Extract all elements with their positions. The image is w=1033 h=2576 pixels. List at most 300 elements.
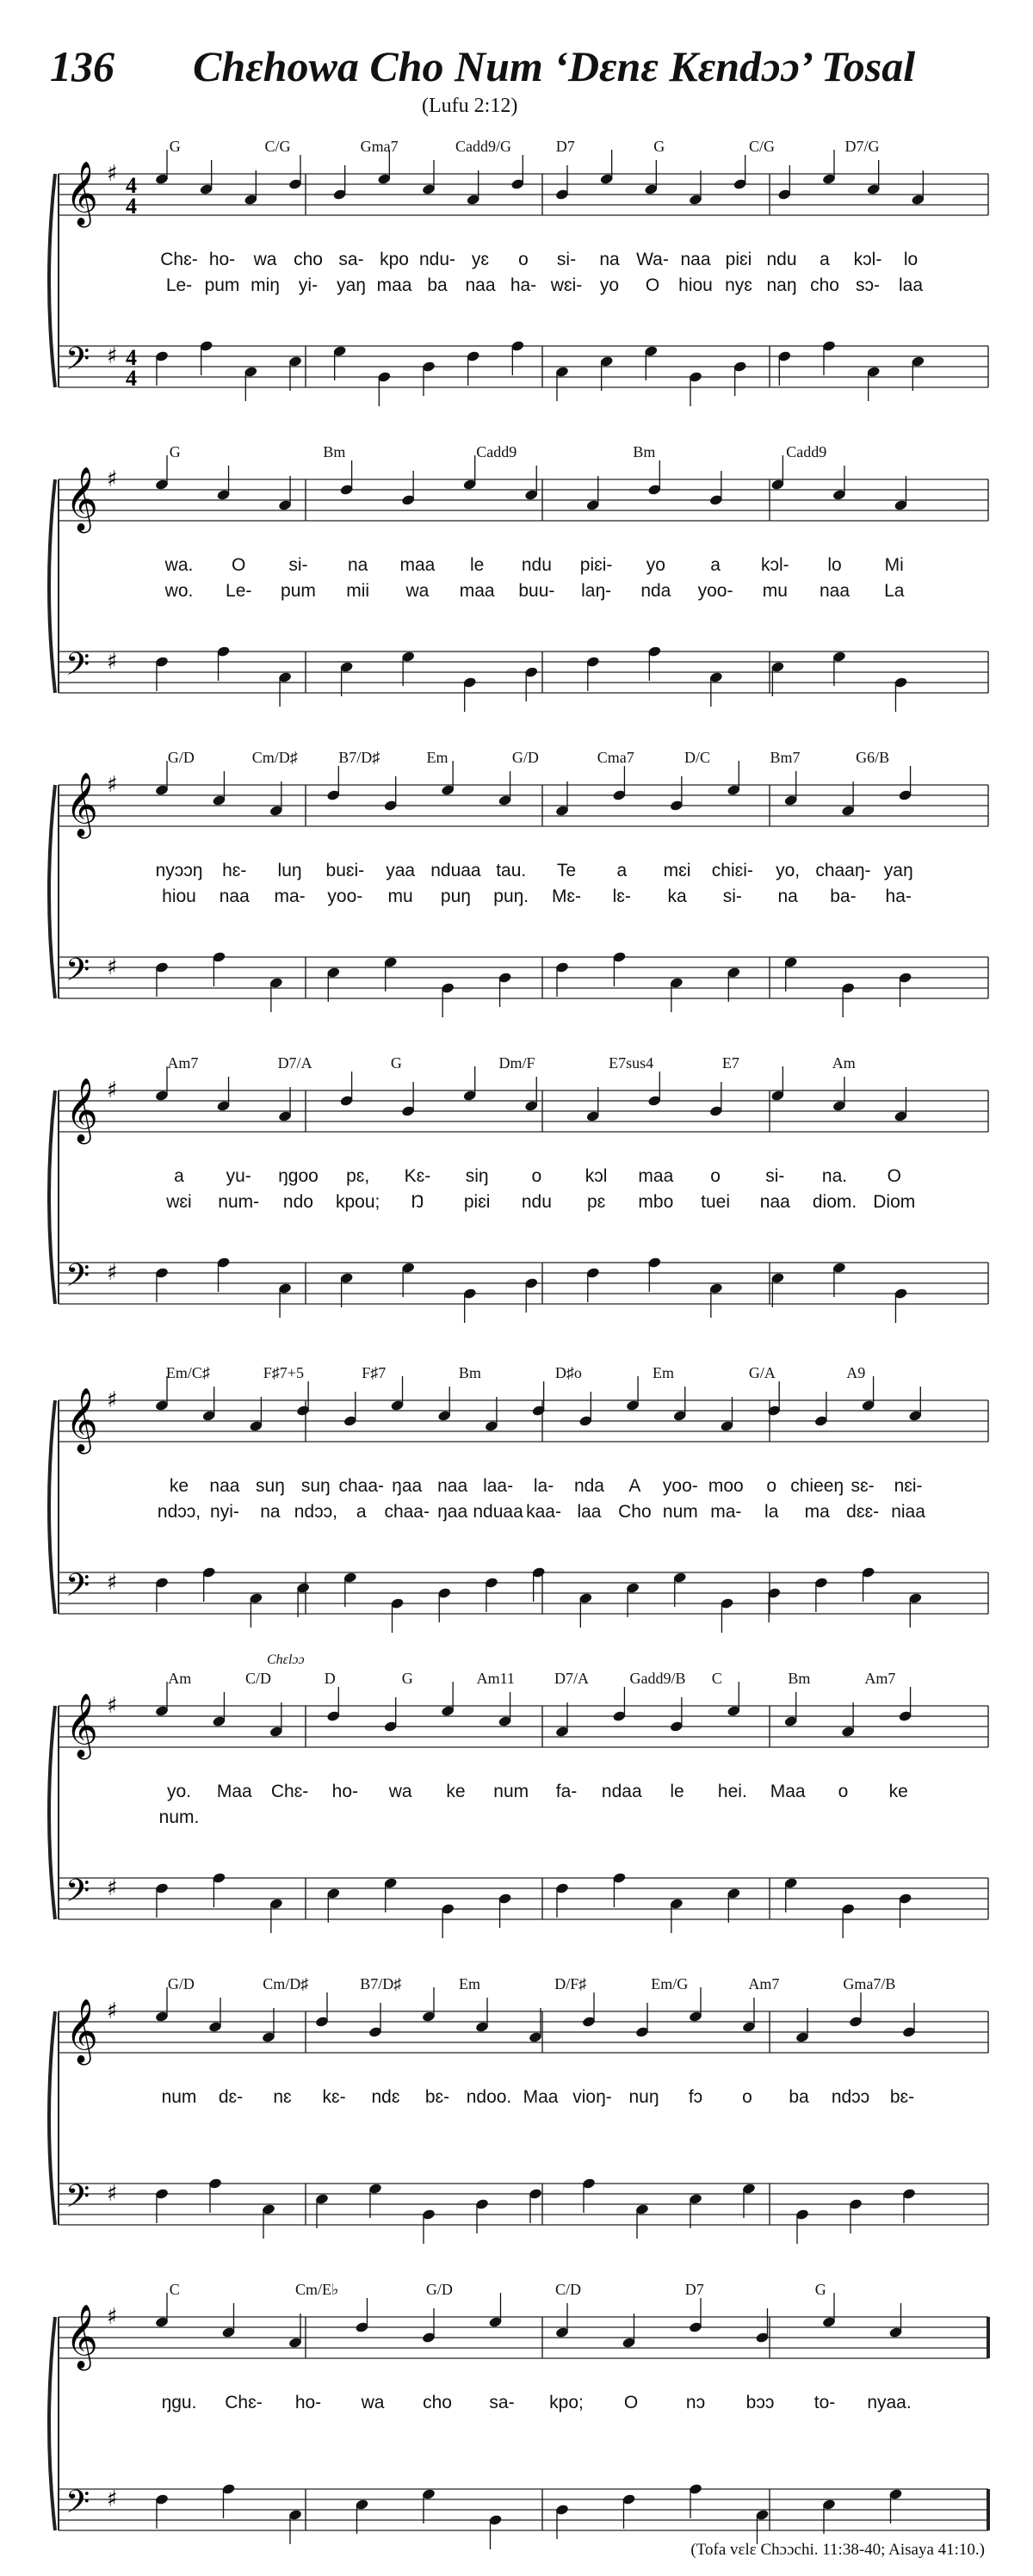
lyric-syllable: hei. <box>717 1782 747 1801</box>
key-signature-icon: ♯ <box>107 2486 118 2512</box>
lyric-syllable: bɛ- <box>424 2087 450 2107</box>
chord-symbol: C <box>169 2281 180 2298</box>
lyric-syllable: puŋ <box>440 886 471 906</box>
lyric-syllable: la- <box>533 1476 554 1496</box>
lyric-syllable: siŋ <box>465 1166 489 1186</box>
lyric-syllable: yoo- <box>697 581 733 601</box>
lyric-syllable: ŋgoo <box>278 1166 319 1186</box>
lyric-syllable: ma- <box>710 1502 742 1522</box>
lyric-syllable: sa- <box>489 2393 515 2412</box>
music-system <box>50 1347 997 1640</box>
lyric-syllable: ndu <box>521 555 552 575</box>
lyric-syllable: o <box>531 1166 542 1186</box>
lyric-syllable: wa <box>253 250 277 269</box>
lyric-syllable: maa <box>459 581 495 601</box>
chord-symbol: Cm/D♯ <box>251 749 298 766</box>
lyric-syllable: wɛi- <box>550 275 583 295</box>
lyric-syllable: ndɛ <box>371 2087 400 2107</box>
lyric-syllable: dɛɛ- <box>846 1502 880 1522</box>
lyric-syllable: lɛ- <box>612 886 631 906</box>
chord-symbol: G/D <box>511 749 539 766</box>
lyric-syllable: wa. <box>164 555 194 575</box>
lyric-syllable: mbo <box>638 1192 674 1212</box>
lyric-syllable: naŋ <box>766 275 797 295</box>
lyric-syllable: ndo <box>282 1192 313 1212</box>
lyric-syllable: num <box>161 2087 197 2107</box>
chord-symbol: G <box>653 138 665 155</box>
lyric-syllable: suŋ <box>300 1476 331 1496</box>
chord-symbol: Am <box>832 1054 856 1072</box>
lyric-syllable: nduaa <box>430 861 481 880</box>
chord-symbol: E7sus4 <box>609 1054 654 1072</box>
lyric-syllable: kɛ- <box>322 2087 346 2107</box>
lyric-syllable: Maa <box>770 1782 806 1801</box>
treble-clef-icon: 𝄞 <box>65 1078 98 1142</box>
lyric-syllable: ŋaa <box>437 1502 468 1522</box>
chord-symbol: D7 <box>555 138 575 155</box>
lyric-syllable: laa- <box>483 1476 514 1496</box>
chord-symbol: Cm/D♯ <box>263 1975 309 1992</box>
key-signature-icon: ♯ <box>107 343 118 369</box>
brace <box>49 1090 55 1304</box>
chord-symbol: D7/A <box>277 1054 312 1072</box>
lyric-syllable: O <box>232 555 246 575</box>
lyric-syllable: buɛi- <box>325 861 365 880</box>
lyric-syllable: cho <box>294 250 323 269</box>
lyric-syllable: bɔɔ <box>745 2393 775 2412</box>
lyric-syllable: o <box>838 1782 849 1801</box>
lyric-syllable: nɛ <box>273 2087 292 2107</box>
lyric-syllable: dɛ- <box>218 2087 244 2107</box>
lyric-syllable: laa <box>577 1502 602 1522</box>
lyric-syllable: Wa- <box>636 250 669 269</box>
lyric-syllable: kɔl- <box>760 555 789 575</box>
annotation-text: Chɛlɔɔ <box>267 1652 305 1667</box>
chord-symbol: Cadd9 <box>476 443 517 460</box>
lyric-syllable: num. <box>158 1807 200 1827</box>
chord-symbol: D♯o <box>554 1364 582 1381</box>
lyric-syllable: ndu <box>766 250 797 269</box>
lyric-syllable: naa <box>759 1192 790 1212</box>
bass-clef-icon: 𝄢 <box>65 2178 90 2222</box>
chord-symbol: Em <box>426 749 448 766</box>
lyric-syllable: ma- <box>274 886 306 906</box>
music-system <box>50 120 997 413</box>
chord-symbol: Cm/E♭ <box>294 2281 339 2298</box>
lyric-syllable: yaŋ <box>883 861 913 880</box>
lyric-syllable: nyɛ <box>725 275 752 295</box>
lyric-syllable: moo <box>708 1476 744 1496</box>
lyric-syllable: ndu <box>521 1192 552 1212</box>
chord-symbol: Am7 <box>167 1054 199 1072</box>
chord-symbol: D7 <box>684 2281 704 2298</box>
lyric-syllable: chaaŋ- <box>815 861 871 880</box>
lyric-syllable: yaa <box>386 861 416 880</box>
lyric-syllable: ke <box>888 1782 908 1801</box>
lyric-syllable: chieeŋ <box>790 1476 844 1496</box>
lyric-syllable: kaa- <box>526 1502 561 1522</box>
chord-symbol: C <box>711 1670 722 1687</box>
lyric-syllable: na <box>777 886 798 906</box>
key-signature-icon: ♯ <box>107 466 118 492</box>
lyric-syllable: niaa <box>891 1502 925 1522</box>
lyric-syllable: nyɔɔŋ <box>155 861 203 880</box>
lyric-syllable: cho <box>423 2393 452 2412</box>
treble-clef-icon: 𝄞 <box>65 773 98 837</box>
lyric-syllable: le <box>469 555 485 575</box>
chord-symbol: Gma7 <box>360 138 399 155</box>
time-signature: 4 <box>126 194 137 219</box>
lyric-syllable: ndaa <box>601 1782 642 1801</box>
lyric-syllable: yu- <box>226 1166 251 1186</box>
treble-clef-icon: 𝄞 <box>65 2305 98 2369</box>
lyric-syllable: nduaa <box>473 1502 523 1522</box>
staff-drawing <box>50 1037 997 1330</box>
lyric-syllable: num- <box>218 1192 260 1212</box>
lyric-syllable: mii <box>346 581 370 601</box>
lyric-syllable: lo <box>827 555 842 575</box>
chord-symbol: Am11 <box>476 1670 515 1687</box>
chord-symbol: G6/B <box>856 749 890 766</box>
chord-symbol: Em/G <box>651 1975 689 1992</box>
lyric-syllable: yo, <box>776 861 801 880</box>
lyric-syllable: O <box>645 275 660 295</box>
lyric-syllable: lo <box>903 250 919 269</box>
chord-symbol: E7 <box>721 1054 739 1072</box>
key-signature-icon: ♯ <box>107 772 118 798</box>
brace <box>49 2317 55 2530</box>
key-signature-icon: ♯ <box>107 1260 118 1286</box>
chord-symbol: D <box>324 1670 336 1687</box>
lyric-syllable: Mi <box>884 555 904 575</box>
lyric-syllable: O <box>887 1166 901 1186</box>
lyric-syllable: ka <box>667 886 687 906</box>
music-system <box>50 1958 997 2251</box>
lyric-syllable: naa <box>465 275 496 295</box>
lyric-syllable: num <box>662 1502 698 1522</box>
lyric-syllable: Le- <box>226 581 252 601</box>
chord-symbol: Cma7 <box>597 749 634 766</box>
time-signature: 4 <box>126 366 137 391</box>
lyric-syllable: naa <box>437 1476 468 1496</box>
bass-clef-icon: 𝄢 <box>65 1567 90 1611</box>
lyric-syllable: naa <box>680 250 711 269</box>
lyric-syllable: kɔl <box>585 1166 608 1186</box>
lyric-syllable: si- <box>556 250 577 269</box>
lyric-syllable: vioŋ- <box>572 2087 612 2107</box>
brace <box>49 785 55 998</box>
chord-symbol: G/D <box>167 749 195 766</box>
lyric-syllable: wo. <box>164 581 194 601</box>
chord-symbol: Am7 <box>748 1975 780 1992</box>
treble-clef-icon: 𝄞 <box>65 1999 98 2063</box>
hymn-title: Chɛhowa Cho Num ‘Dɛnɛ Kɛndɔɔ’ Tosal <box>193 42 916 90</box>
lyric-syllable: bɛ- <box>889 2087 915 2107</box>
chord-symbol: Am <box>168 1670 192 1687</box>
lyric-syllable: o <box>742 2087 752 2107</box>
key-signature-icon: ♯ <box>107 1693 118 1719</box>
key-signature-icon: ♯ <box>107 1387 118 1413</box>
chord-symbol: Cadd9 <box>786 443 827 460</box>
lyric-syllable: nɛi- <box>894 1476 923 1496</box>
chord-symbol: Bm <box>788 1670 811 1687</box>
key-signature-icon: ♯ <box>107 1078 118 1103</box>
lyric-syllable: ho- <box>208 250 236 269</box>
lyric-syllable: Le- <box>165 275 193 295</box>
lyric-syllable: ndɔɔ, <box>294 1502 337 1522</box>
brace <box>49 479 55 693</box>
chord-symbol: D7/A <box>554 1670 589 1687</box>
lyric-syllable: Chɛ- <box>160 250 198 269</box>
lyric-syllable: na <box>348 555 368 575</box>
chord-symbol: C/G <box>264 138 291 155</box>
lyric-syllable: laŋ- <box>581 581 612 601</box>
lyric-syllable: o <box>518 250 529 269</box>
chord-symbol: F♯7+5 <box>263 1364 304 1381</box>
lyric-syllable: nda <box>573 1476 604 1496</box>
chord-symbol: Bm <box>458 1364 481 1381</box>
lyric-syllable: Mɛ- <box>551 886 582 906</box>
bass-clef-icon: 𝄢 <box>65 1873 90 1917</box>
bass-clef-icon: 𝄢 <box>65 952 90 996</box>
lyric-syllable: piɛi- <box>579 555 613 575</box>
lyric-syllable: si- <box>288 555 308 575</box>
lyric-syllable: ndɔɔ, <box>157 1502 201 1522</box>
bass-clef-icon: 𝄢 <box>65 1257 90 1301</box>
lyric-syllable: a <box>616 861 628 880</box>
lyric-syllable: mu <box>762 581 788 601</box>
chord-symbol: B7/D♯ <box>338 749 380 766</box>
music-system <box>50 426 997 719</box>
lyric-syllable: sa- <box>338 250 364 269</box>
lyric-syllable: yaŋ <box>337 275 366 295</box>
lyric-syllable: na <box>260 1502 281 1522</box>
lyric-syllable: nɔ <box>685 2393 706 2412</box>
key-signature-icon: ♯ <box>107 1998 118 2024</box>
lyric-syllable: chaa- <box>338 1476 385 1496</box>
chord-symbol: Em/C♯ <box>165 1364 210 1381</box>
lyric-syllable: mɛi <box>663 861 691 880</box>
chord-symbol: Cadd9/G <box>455 138 511 155</box>
lyric-syllable: tuei <box>701 1192 730 1212</box>
lyric-syllable: chaa- <box>384 1502 430 1522</box>
footnote: (Tofa vɛlɛ Chɔɔchi. 11:38-40; Aisaya 41:10.) <box>690 2541 985 2559</box>
lyric-syllable: maa <box>638 1166 674 1186</box>
lyric-syllable: na. <box>821 1166 848 1186</box>
lyric-syllable: pɛ <box>586 1192 606 1212</box>
lyric-syllable: nuŋ <box>628 2087 659 2107</box>
chord-symbol: C/D <box>244 1670 272 1687</box>
brace <box>49 2011 55 2225</box>
lyric-syllable: Maa <box>523 2087 559 2107</box>
chord-symbol: Dm/F <box>498 1054 535 1072</box>
chord-symbol: G/D <box>167 1975 195 1992</box>
lyric-syllable: puŋ. <box>493 886 529 906</box>
lyric-syllable: a <box>820 250 830 269</box>
lyric-syllable: maa <box>399 555 436 575</box>
chord-symbol: D/C <box>684 749 711 766</box>
chord-symbol: Em <box>653 1364 674 1381</box>
chord-symbol: A9 <box>846 1364 866 1381</box>
chord-symbol: G <box>390 1054 402 1072</box>
lyric-syllable: yoo- <box>662 1476 698 1496</box>
treble-clef-icon: 𝄞 <box>65 162 98 225</box>
chord-symbol: G/A <box>748 1364 776 1381</box>
key-signature-icon: ♯ <box>107 954 118 980</box>
chord-symbol: D7/G <box>844 138 880 155</box>
lyric-syllable: ke <box>446 1782 466 1801</box>
lyric-syllable: Chɛ- <box>270 1782 309 1801</box>
lyric-syllable: pum <box>204 275 240 295</box>
treble-clef-icon: 𝄞 <box>65 467 98 531</box>
chord-symbol: G <box>401 1670 413 1687</box>
chord-symbol: Bm7 <box>770 749 801 766</box>
key-signature-icon: ♯ <box>107 649 118 675</box>
lyric-syllable: yoo- <box>327 886 363 906</box>
lyric-syllable: ke <box>169 1476 189 1496</box>
lyric-syllable: sɔ- <box>856 275 880 295</box>
key-signature-icon: ♯ <box>107 2304 118 2330</box>
chord-symbol: Bm <box>323 443 346 460</box>
lyric-syllable: yo <box>646 555 665 575</box>
music-system <box>50 1652 997 1945</box>
lyric-syllable: Maa <box>216 1782 252 1801</box>
chord-symbol: C/G <box>748 138 776 155</box>
lyric-syllable: ndoo. <box>466 2087 512 2107</box>
lyric-syllable: si- <box>722 886 742 906</box>
lyric-syllable: ŋaa <box>392 1476 423 1496</box>
lyric-syllable: piɛi <box>725 250 752 269</box>
lyric-syllable: ha- <box>510 275 537 295</box>
lyric-syllable: buu- <box>518 581 555 601</box>
lyric-syllable: ba- <box>830 886 857 906</box>
lyric-syllable: ma <box>804 1502 830 1522</box>
chord-symbol: D/F♯ <box>554 1975 587 1992</box>
lyric-syllable: luŋ <box>277 861 302 880</box>
lyric-syllable: nyaa. <box>867 2393 912 2412</box>
lyric-syllable: pɛ, <box>346 1166 370 1186</box>
bass-clef-icon: 𝄢 <box>65 2484 90 2528</box>
lyric-syllable: La <box>884 581 905 601</box>
lyric-syllable: wa <box>388 1782 412 1801</box>
lyric-syllable: ba <box>789 2087 809 2107</box>
chord-symbol: C/D <box>554 2281 582 2298</box>
time-signature: 4 <box>126 345 137 370</box>
lyric-syllable: Chɛ- <box>225 2393 263 2412</box>
chord-symbol: G <box>169 138 181 155</box>
lyric-syllable: wɛi <box>166 1192 192 1212</box>
scripture-reference: (Lufu 2:12) <box>422 95 518 117</box>
lyric-syllable: diom. <box>812 1192 857 1212</box>
lyric-syllable: nda <box>640 581 671 601</box>
chord-symbol: Am7 <box>864 1670 896 1687</box>
brace <box>49 174 55 387</box>
lyric-syllable: o <box>766 1476 777 1496</box>
lyric-syllable: suŋ <box>255 1476 285 1496</box>
lyric-syllable: fa- <box>555 1782 578 1801</box>
lyric-syllable: a <box>710 555 721 575</box>
lyric-syllable: mu <box>387 886 413 906</box>
lyric-syllable: a <box>356 1502 367 1522</box>
bass-clef-icon: 𝄢 <box>65 646 90 690</box>
lyric-syllable: yo. <box>166 1782 192 1801</box>
lyric-syllable: Kɛ- <box>404 1166 431 1186</box>
lyric-syllable: A <box>628 1476 641 1496</box>
lyric-syllable: ŋgu. <box>161 2393 197 2412</box>
lyric-syllable: yi- <box>298 275 319 295</box>
brace <box>49 1400 55 1614</box>
chord-symbol: G <box>169 443 181 460</box>
chord-symbol: F♯7 <box>362 1364 387 1381</box>
lyric-syllable: le <box>670 1782 684 1801</box>
lyric-syllable: num <box>493 1782 529 1801</box>
lyric-syllable: laa <box>898 275 924 295</box>
lyric-syllable: ha- <box>885 886 912 906</box>
treble-clef-icon: 𝄞 <box>65 1694 98 1757</box>
lyric-syllable: O <box>623 2393 639 2412</box>
treble-clef-icon: 𝄞 <box>65 1388 98 1452</box>
lyric-syllable: Cho <box>618 1502 652 1522</box>
lyric-syllable: o <box>710 1166 721 1186</box>
lyric-syllable: kɔl- <box>853 250 882 269</box>
lyric-syllable: cho <box>810 275 839 295</box>
time-signature: 4 <box>126 173 137 198</box>
lyric-syllable: la <box>764 1502 779 1522</box>
hymn-number: 136 <box>50 42 114 90</box>
brace <box>49 1706 55 1919</box>
lyric-syllable: piɛi <box>463 1192 491 1212</box>
music-system <box>50 732 997 1024</box>
lyric-syllable: tau. <box>496 861 527 880</box>
lyric-syllable: na <box>599 250 620 269</box>
chord-symbol: Bm <box>633 443 656 460</box>
lyric-syllable: maa <box>376 275 412 295</box>
lyric-syllable: miŋ <box>251 275 280 295</box>
lyric-syllable: ndu- <box>418 250 456 269</box>
lyric-syllable: Diom <box>873 1192 916 1212</box>
lyric-syllable: Ŋ <box>411 1192 424 1212</box>
lyric-syllable: yo <box>599 275 620 295</box>
bass-clef-icon: 𝄢 <box>65 341 90 385</box>
lyric-syllable: ho- <box>294 2393 322 2412</box>
lyric-syllable: yɛ <box>471 250 490 269</box>
lyric-syllable: sɛ- <box>851 1476 875 1496</box>
lyric-syllable: naa <box>219 886 250 906</box>
lyric-syllable: pum <box>281 581 316 601</box>
chord-symbol: G/D <box>425 2281 453 2298</box>
chord-symbol: Gma7/B <box>843 1975 896 1992</box>
lyric-syllable: si- <box>765 1166 785 1186</box>
lyric-syllable: naa <box>820 581 851 601</box>
lyric-syllable: kpo <box>380 250 409 269</box>
lyric-syllable: a <box>174 1166 184 1186</box>
chord-symbol: G <box>814 2281 826 2298</box>
lyric-syllable: hiou <box>162 886 196 906</box>
lyric-syllable: wa <box>361 2393 385 2412</box>
lyric-syllable: kpo; <box>549 2393 584 2412</box>
key-signature-icon: ♯ <box>107 1570 118 1596</box>
music-system <box>50 2264 997 2556</box>
lyric-syllable: to- <box>813 2393 836 2412</box>
lyric-syllable: naa <box>209 1476 240 1496</box>
key-signature-icon: ♯ <box>107 1875 118 1901</box>
lyric-syllable: hɛ- <box>222 861 247 880</box>
lyric-syllable: kpou; <box>336 1192 380 1212</box>
lyric-syllable: chiɛi- <box>711 861 753 880</box>
lyric-syllable: hiou <box>678 275 713 295</box>
lyric-syllable: nyi- <box>210 1502 239 1522</box>
key-signature-icon: ♯ <box>107 2181 118 2207</box>
